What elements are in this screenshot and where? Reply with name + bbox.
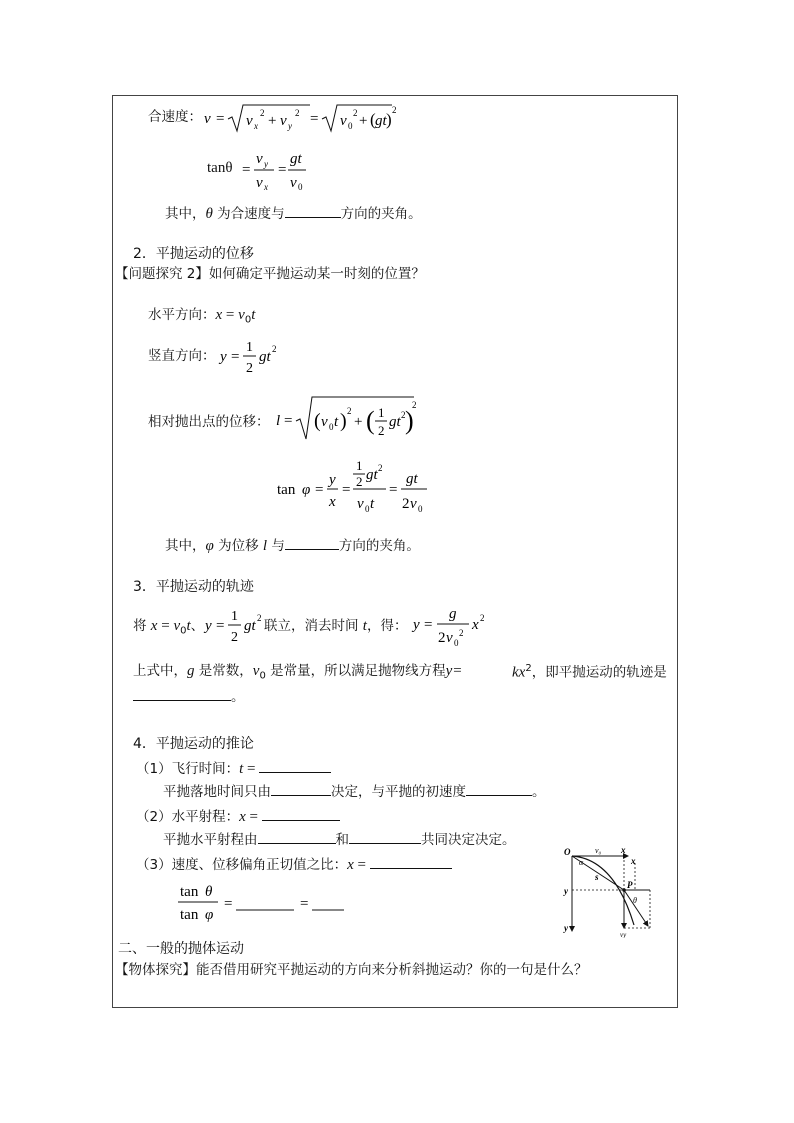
horizontal-line: 水平方向：$x = v_0t$ [148,307,256,326]
svg-text:φ: φ [205,907,214,923]
tan-theta-label: tanθ [207,160,233,176]
resultant-velocity-label: 合速度： [148,109,202,125]
svg-text:gt: gt [244,618,256,634]
svg-text:θ: θ [205,884,213,900]
svg-text:2: 2 [401,410,406,420]
svg-text:=: = [300,896,309,912]
svg-text:x: x [254,121,258,131]
svg-text:v: v [290,175,297,191]
tan-ratio-formula [176,878,356,926]
svg-text:v: v [256,151,263,167]
svg-text:=: = [278,162,287,178]
displacement-formula [274,393,419,445]
tan-theta-formula [240,148,320,194]
theta-direction-blank[interactable] [285,205,341,218]
s2-question: 【问题探究 2】如何确定平抛运动某一时刻的位置？ [115,266,425,282]
svg-text:v: v [256,175,263,191]
svg-text:(: ( [314,410,321,432]
point-p-label: P [627,880,633,890]
svg-text:tan: tan [180,884,199,900]
item2-sub-line: 平抛水平射程由 和 共同决定决定。 [163,832,516,848]
svg-text:0: 0 [418,504,423,514]
svg-text:y: y [220,349,227,365]
svg-text:x: x [329,494,336,510]
item1-line: （1）飞行时间：t = [136,760,331,777]
svg-text:0: 0 [348,121,353,131]
svg-text:gt: gt [366,467,378,483]
resultant-velocity-formula [202,99,402,139]
svg-text:2: 2 [231,630,238,645]
svg-text:v: v [340,113,347,129]
trajectory-explanation-tail: $kx^2$，即平抛运动的轨迹是 [512,663,667,681]
svg-text:t: t [370,496,375,512]
projectile-diagram [562,843,662,938]
svg-text:2: 2 [353,108,358,118]
svg-text:=: = [216,111,225,127]
svg-text:2: 2 [260,108,265,118]
svg-text:0: 0 [454,638,459,648]
svg-text:2: 2 [257,613,262,623]
svg-text:2: 2 [356,474,363,489]
item3-line: （3）速度、位移偏角正切值之比：x = [136,856,452,873]
x-axis-label-top: x [621,845,626,855]
svg-text:2: 2 [246,361,253,376]
svg-text:l: l [276,413,281,429]
svg-text:2: 2 [480,613,485,623]
svg-text:x: x [264,182,268,192]
svg-text:v: v [357,496,364,512]
trajectory-explanation-line: 上式中，g 是常数，$v_0$ 是常量，所以满足抛物线方程y= [133,663,463,682]
part2-heading: 二、一般的抛体运动 [118,941,244,957]
svg-text:2: 2 [438,630,446,646]
svg-text:v: v [410,496,417,512]
svg-text:=: = [284,413,293,429]
svg-text:t: t [334,414,339,430]
y-label-mid: y [564,886,568,896]
svg-text:2: 2 [459,628,464,638]
svg-text:=: = [389,482,398,498]
trajectory-derivation-line: 将 $x = v_0t$、 [133,618,205,637]
item1-sub-line: 平抛落地时间只由 决定，与平抛的初速度 。 [163,784,546,800]
v0-label: v₀ [595,846,602,855]
displacement-s-label: s [595,872,599,882]
svg-text:2: 2 [412,400,417,410]
svg-text:2: 2 [378,463,383,473]
range-factor-1-blank[interactable] [258,831,336,844]
x-axis-label: x [631,856,636,866]
flight-time-factor-blank[interactable] [271,783,331,796]
svg-text:=: = [342,482,351,498]
svg-text:+: + [268,113,277,129]
svg-text:=: = [224,896,233,912]
svg-text:y: y [288,121,292,131]
displacement-label: 相对抛出点的位移： [148,414,270,430]
s2-heading: 2．平抛运动的位移 [133,246,254,262]
svg-text:=: = [310,111,319,127]
svg-text:v: v [446,630,453,646]
svg-text:=: = [424,617,433,633]
svg-text:gt: gt [259,349,271,365]
svg-text:(: ( [366,406,375,435]
flight-time-blank[interactable] [259,760,331,773]
svg-text:v: v [246,113,253,129]
svg-text:φ: φ [302,482,311,498]
item2-line: （2）水平射程：x = [136,808,340,825]
phi-direction-blank[interactable] [285,537,339,550]
svg-text:tan: tan [277,482,296,498]
range-factor-2-blank[interactable] [349,831,421,844]
svg-text:): ) [386,110,392,129]
svg-text:2: 2 [402,496,410,512]
trajectory-answer-line: 。 [133,688,245,705]
svg-text:1: 1 [378,405,385,420]
alpha-label: α [579,858,584,867]
trajectory-derivation-text: 联立，消去时间 t，得： [264,618,408,634]
angle-ratio-blank[interactable] [370,856,452,869]
svg-text:(: ( [370,110,376,129]
svg-text:2: 2 [347,406,352,416]
svg-text:v: v [280,113,287,129]
theta-angle-label: θ [633,896,637,905]
vertical-label: 竖直方向： [148,348,216,364]
svg-text:y: y [205,618,212,634]
svg-text:+: + [359,113,368,129]
svg-text:gt: gt [406,471,418,487]
s3-heading: 3．平抛运动的轨迹 [133,579,254,595]
svg-text:2: 2 [378,423,385,438]
svg-text:x: x [472,617,479,633]
svg-text:g: g [449,606,457,622]
svg-text:y: y [264,159,268,169]
s4-heading: 4．平抛运动的推论 [133,736,254,752]
svg-text:): ) [340,410,347,432]
svg-text:): ) [405,406,414,435]
initial-velocity-relation-blank[interactable] [466,783,532,796]
svg-text:1: 1 [356,458,363,473]
vertical-formula [218,336,288,380]
svg-text:tan: tan [180,907,199,923]
svg-text:+: + [354,414,363,430]
theta-note: 其中，θ 为合速度与 方向的夹角。 [165,206,422,222]
svg-text:1: 1 [231,609,238,624]
svg-text:gt: gt [290,151,302,167]
svg-text:=: = [216,618,225,634]
svg-text:gt: gt [389,414,401,430]
svg-text:v: v [204,111,211,127]
range-blank[interactable] [262,808,340,821]
part2-question: 【物体探究】能否借用研究平抛运动的方向来分析斜抛运动？你的一句是什么？ [115,962,588,978]
svg-text:y: y [413,617,420,633]
trajectory-result-formula [411,603,491,651]
svg-text:=: = [231,349,240,365]
trajectory-y-formula [203,605,273,649]
vy-label: vy [620,931,627,938]
svg-text:gt: gt [375,113,387,129]
origin-label: O [564,847,571,857]
resultant-velocity-line [148,111,202,125]
svg-text:0: 0 [365,504,370,514]
svg-text:1: 1 [246,340,253,355]
trajectory-type-blank[interactable] [133,688,231,701]
svg-text:=: = [242,162,251,178]
svg-text:2: 2 [272,344,277,354]
svg-text:2: 2 [295,108,300,118]
svg-text:2: 2 [392,105,397,115]
svg-text:0: 0 [329,422,334,432]
svg-text:y: y [329,472,336,488]
svg-text:=: = [315,482,324,498]
svg-text:v: v [321,414,328,430]
tan-phi-formula [275,455,435,525]
y-axis-label: y [564,923,568,933]
phi-note: 其中，φ 为位移 l 与 方向的夹角。 [165,538,420,554]
svg-text:0: 0 [298,182,303,192]
